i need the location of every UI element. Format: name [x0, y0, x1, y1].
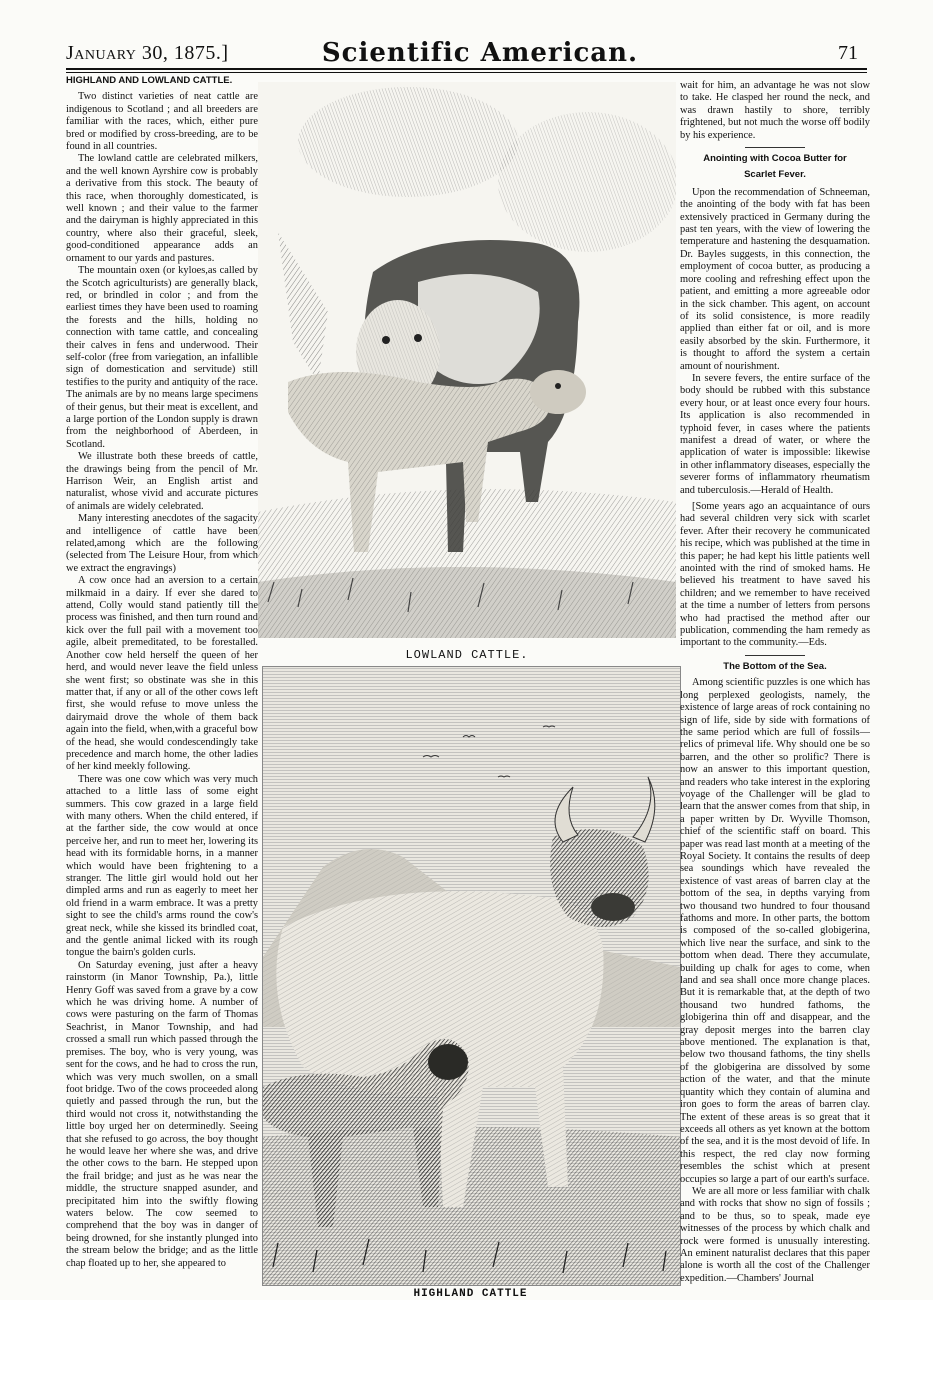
cattle-paragraph: Two distinct varieties of neat cattle are indigenous to Scotland ; and all breeders are familiar with the races, which, either pure bred or modified by cross-breeding, are to be found in all countries.	[66, 91, 258, 153]
cattle-paragraph: A cow once had an aversion to a certain milkmaid in a dairy. If ever she dared to attend, Colly would stand patiently till the process was finished, and then turn round and kick over the full pail with a movement too agile, albeit premeditated, to be forestalled. Another cow held herself the queen of her herd, and would never leave the field unless she went first; so obstinate was she in this matter that, if any or all of the other cows left first, she would refuse to move unless the dairymaid drove the whole of them back again into the field, when,with a graceful bow of the head, she would condescendingly take precedence and march home, the other ladies of her kind meekly following.	[66, 575, 258, 773]
page-header	[0, 38, 933, 68]
lowland-cattle-illustration	[258, 82, 676, 638]
cocoa-paragraph: In severe fevers, the entire surface of the body should be rubbed with this substance every hour, or at least once every four hours. Its application is also recommended in typhoid fever, in cases where the patients manifest a dread of water, or where the application of water is impossible: likewise in other inflammatory diseases, especially the severer forms of inflammatory rheumatism and tuberculosis.—Herald of Health.	[680, 372, 870, 496]
cattle-continued: wait for him, an advantage he was not slow to take. He clasped her round the neck, and was drawn hastily to shore, terribly frightened, but not much the worse off bodily by his experience.	[680, 80, 870, 141]
article-divider	[745, 655, 805, 656]
editor-note: [Some years ago an acquaintance of ours had several children very sick with scarlet fever. After their recovery he communicated his recipe, which was published at the time in this paper; he had kept his little patients well anointed with the rind of smoked hams. He believed his treatment to have saved his children; and we remember to have received at the time a number of letters from persons who had practised the method after our publication, commending the ham remedy as important to the community.—Eds.	[680, 501, 870, 649]
cocoa-article-title: Anointing with Cocoa Butter for	[703, 153, 847, 165]
cattle-paragraph: We illustrate both these breeds of cattle, the drawings being from the pencil of Mr. Harrison Weir, an English artist and naturalist, whose vivid and accurate pictures of animals are widely celebrated.	[66, 451, 258, 512]
masthead-title: Scientific American.	[321, 38, 639, 68]
cattle-paragraph: The lowland cattle are celebrated milkers, and the well known Ayrshire cow is probably a derivative from this stock. The beauty of this race, when thoroughly domesticated, is well known ; and their value to the farmer and the dairyman is highly appreciated in this country, where also their graceful, sleek, good-conditioned appearance adds an ornament to our yards and pastures.	[66, 153, 258, 264]
right-column	[680, 80, 870, 1285]
highland-cattle-illustration	[262, 666, 681, 1286]
cocoa-article-subtitle: Scarlet Fever.	[744, 169, 806, 181]
cattle-paragraph: Many interesting anecdotes of the sagacity and intelligence of cattle have been related,among which are the following (selected from The Leisure Hour, from which we extract the engravings)	[66, 513, 258, 574]
issue-date: January 30, 1875.]	[66, 42, 229, 64]
article-divider	[745, 147, 805, 148]
cattle-paragraph: On Saturday evening, just after a heavy rainstorm (in Manor Township, Pa.), little Henry Goff was saved from a grave by a cow which he was driving home. A number of cows were pasturing on the farm of Thomas Seachrist, in Manor Township, and had crossed a small run which passed through the premises. The boy, who is very young, was sent for the cows, and he had to cross the run, which was very much swollen, on a small foot bridge. Two of the cows proceeded along quietly and passed through the run, but the third would not cross it, notwithstanding the little boy urged her on determinedly. Seeing that she refused to go across, the boy thought he would leave her where she was, and drive the other cows to the barn. He stepped upon the frail bridge; and just as he was near the middle, the structure snapped asunder, and precipitated him into the swiftly flowing waters below. The cow seemed to comprehend that the boy was in danger of being drowned, for she instantly plunged into the stream below the bridge; and as the little chap floated up to her, she appeared to	[66, 959, 258, 1269]
highland-cattle-caption: HIGHLAND CATTLE	[413, 1288, 528, 1300]
header-rule-thin	[66, 72, 867, 73]
lowland-cattle-caption: LOWLAND CATTLE.	[405, 648, 529, 662]
sea-paragraph: We are all more or less familiar with chalk and with rocks that show no sign of fossils ; and to be thus, so to speak, made eye witnesses of the process by which chalk and rock were formed is unusually interesting. An eminent naturalist declares that this paper alone is worth all the cost of the Challenger expedition.—Chambers' Journal	[680, 1185, 870, 1284]
page-number: 71	[838, 42, 858, 64]
cocoa-paragraph: Upon the recommendation of Schneeman, the anointing of the body with fat has been extensively practiced in Germany during the past ten years, with the view of lowering the temperature and hastening the desquamation. Dr. Bayles suggests, in this connection, the employment of cocoa butter, as producing a more cooling and refreshing effect upon the patient, and emitting a more agreeable odor in the sick chamber. This agent, on account of its solid consistence, is more readily applied than either fat or oil, and is more easily absorbed by the skin. Furthermore, it is thought to afford the system a certain amount of nourishment.	[680, 186, 870, 372]
header-rule	[66, 68, 867, 70]
cattle-paragraph: The mountain oxen (or kyloes,as called by the Scotch agriculturists) are generally black, red, or brindled in color ; and from the earliest times they have been used to roaming the forests and the hills, holding no connection with tame cattle, and concealing their calves in fens and underwood. Their self-color (free from variegation, an infallible sign of domestication and servitude) still testifies to the purity and antiquity of the race. The animals are by no means large specimens of their genus, but their meat is excellent, and a large portion of the London supply is drawn from the neighborhood of Aberdeen, in Scotland.	[66, 265, 258, 450]
left-column	[66, 75, 258, 1285]
cattle-article-title: HIGHLAND AND LOWLAND CATTLE.	[66, 75, 233, 86]
cattle-paragraph: There was one cow which was very much attached to a little lass of some eight summers. This cow grazed in a large field with many others. When the child entered, if at the farther side, the cow would at once perceive her, and run to meet her, lowering its head with its formidable horns, in a manner which would have been frightening to a stranger. The little girl would hold out her dimpled arms and run as eagerly to meet her old friend in a warm embrace. It was a pretty sight to see the child's arms round the cow's great neck, while she kissed its brindled coat, and the gentle animal licked with its rough tongue the bairn's golden curls.	[66, 773, 258, 959]
sea-paragraph: Among scientific puzzles is one which has long perplexed geologists, namely, the existence of large areas of rock containing no sign of life, side by side with formations of the same period which are full of fossils—relics of primeval life. Why should one be so barren, and the other so prolific? There is now an answer to this important question, and readers who take interest in the exploring voyage of the Challenger will be glad to learn that the answer comes from that ship, in a paper written by Dr. Wyville Thomson, chief of the scientific staff on board. This paper was read last month at a meeting of the Royal Society. It contains the results of deep sea soundings which have revealed the existence of vast areas of barren clay at the bottom of the sea, in depths varying from two thousand two hundred to four thousand fathoms and more. In other parts, the bottom is composed of the so-called globigerina, which live near the surface, and sink to the bottom when dead. There they accumulate, building up chalk for ages to come, when land and sea shall once more change places. But it is remarkable that, at the depth of two thousand two hundred fathoms, the globigerina thin off and disappear, and the gray deposit merges into the barren clay above mentioned. The explanation is that, below two thousand fathoms, the tiny shells of the globigerina are dissolved by some action of the water, and that the minute quantity which they contain of alumina and iron goes to form the areas of barren clay. The extent of these areas is so great that it exceeds all others as yet known at the bottom of the sea, and it is the most devoid of life. In this respect, the red clay now forming resembles the schist which at present occupies so large a part of our earth's surface.	[680, 677, 870, 1185]
sea-article-title: The Bottom of the Sea.	[723, 660, 827, 672]
